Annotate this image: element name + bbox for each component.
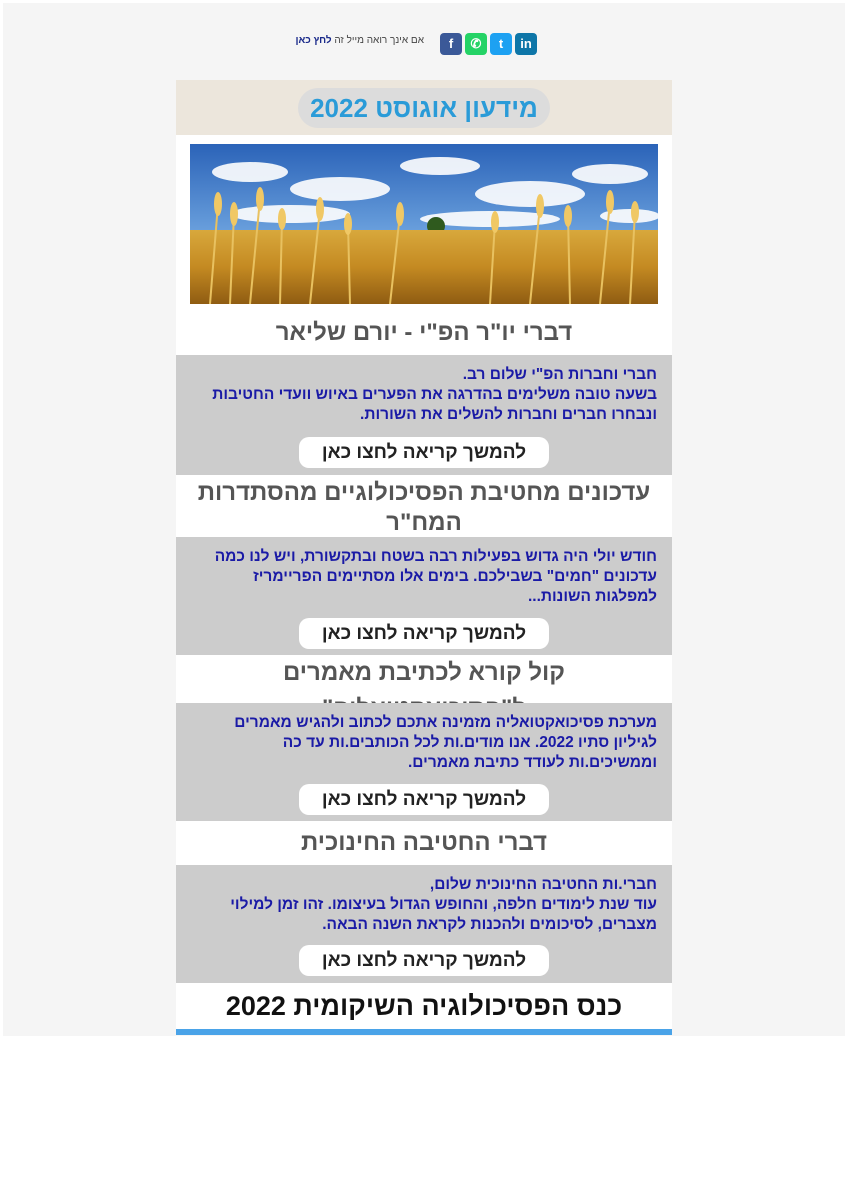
- header-band: [176, 80, 672, 135]
- section-text-union-updates: חודש יולי היה גדוש בפעילות רבה בשטח ובתקשורת, ויש לנו כמה עדכונים "חמים" בשבילכם. בימים אלו מסתיימים הפריימריז למפלגות השונות...: [214, 548, 657, 605]
- section-title-educational: דברי החטיבה החינוכית: [176, 821, 672, 865]
- twitter-share-icon[interactable]: t: [490, 33, 512, 55]
- section-text-educational: חברי.ות החטיבה החינוכית שלום, עוד שנת לימודים חלפה, והחופש הגדול בעיצומו. זהו זמן למילוי מצברים, לסיכומים ולהכנות לקראת השנה הבאה.: [230, 876, 657, 933]
- section-title-call-for-papers: קול קורא לכתיבת מאמרים: [176, 655, 672, 703]
- read-more-button-union-updates[interactable]: להמשך קריאה לחצו כאן: [299, 618, 549, 649]
- newsletter-title: מידעון אוגוסט 2022: [298, 88, 550, 128]
- view-in-browser-note: [295, 35, 424, 46]
- section-text-chairman: חברי וחברות הפ"י שלום רב. בשעה טובה משלימים בהדרגה את הפערים באיוש וועדי החטיבות ונבחרו חברים וחברות להשלים את השורות.: [212, 366, 657, 423]
- read-more-button-chairman[interactable]: להמשך קריאה לחצו כאן: [299, 437, 549, 468]
- wheat-field-image: [190, 144, 658, 304]
- read-more-button-call-for-papers[interactable]: להמשך קריאה לחצו כאן: [299, 784, 549, 815]
- view-in-browser-link[interactable]: לחץ כאן: [295, 35, 332, 46]
- section-body-educational: [176, 865, 672, 983]
- linkedin-share-icon[interactable]: in: [515, 33, 537, 55]
- section-title-union-updates: עדכונים מחטיבת הפסיכולוגיים מהסתדרות המח"ר: [176, 475, 672, 537]
- browser-note-prefix: אם אינך רואה מייל זה: [334, 35, 424, 46]
- whatsapp-share-icon[interactable]: ✆: [465, 33, 487, 55]
- section-title-chairman: דברי יו"ר הפ"י - יורם שליאר: [176, 311, 672, 355]
- section-body-union-updates: [176, 537, 672, 655]
- facebook-share-icon[interactable]: f: [440, 33, 462, 55]
- section-text-call-for-papers: מערכת פסיכואקטואליה מזמינה אתכם לכתוב ולהגיש מאמרים לגיליון סתיו 2022. אנו מודים.ות לכל הכותבים.ות עד כה וממשיכים.ות לעודד כתיבת מאמרים.: [234, 714, 657, 771]
- read-more-button-educational[interactable]: להמשך קריאה לחצו כאן: [299, 945, 549, 976]
- conference-title: כנס הפסיכולוגיה השיקומית 2022: [176, 983, 672, 1029]
- section-body-call-for-papers: [176, 703, 672, 821]
- newsletter-container: [176, 80, 672, 1035]
- hero-section: [176, 135, 672, 311]
- top-bar: [290, 33, 540, 57]
- blue-divider: [176, 1029, 672, 1035]
- section-body-chairman: [176, 355, 672, 475]
